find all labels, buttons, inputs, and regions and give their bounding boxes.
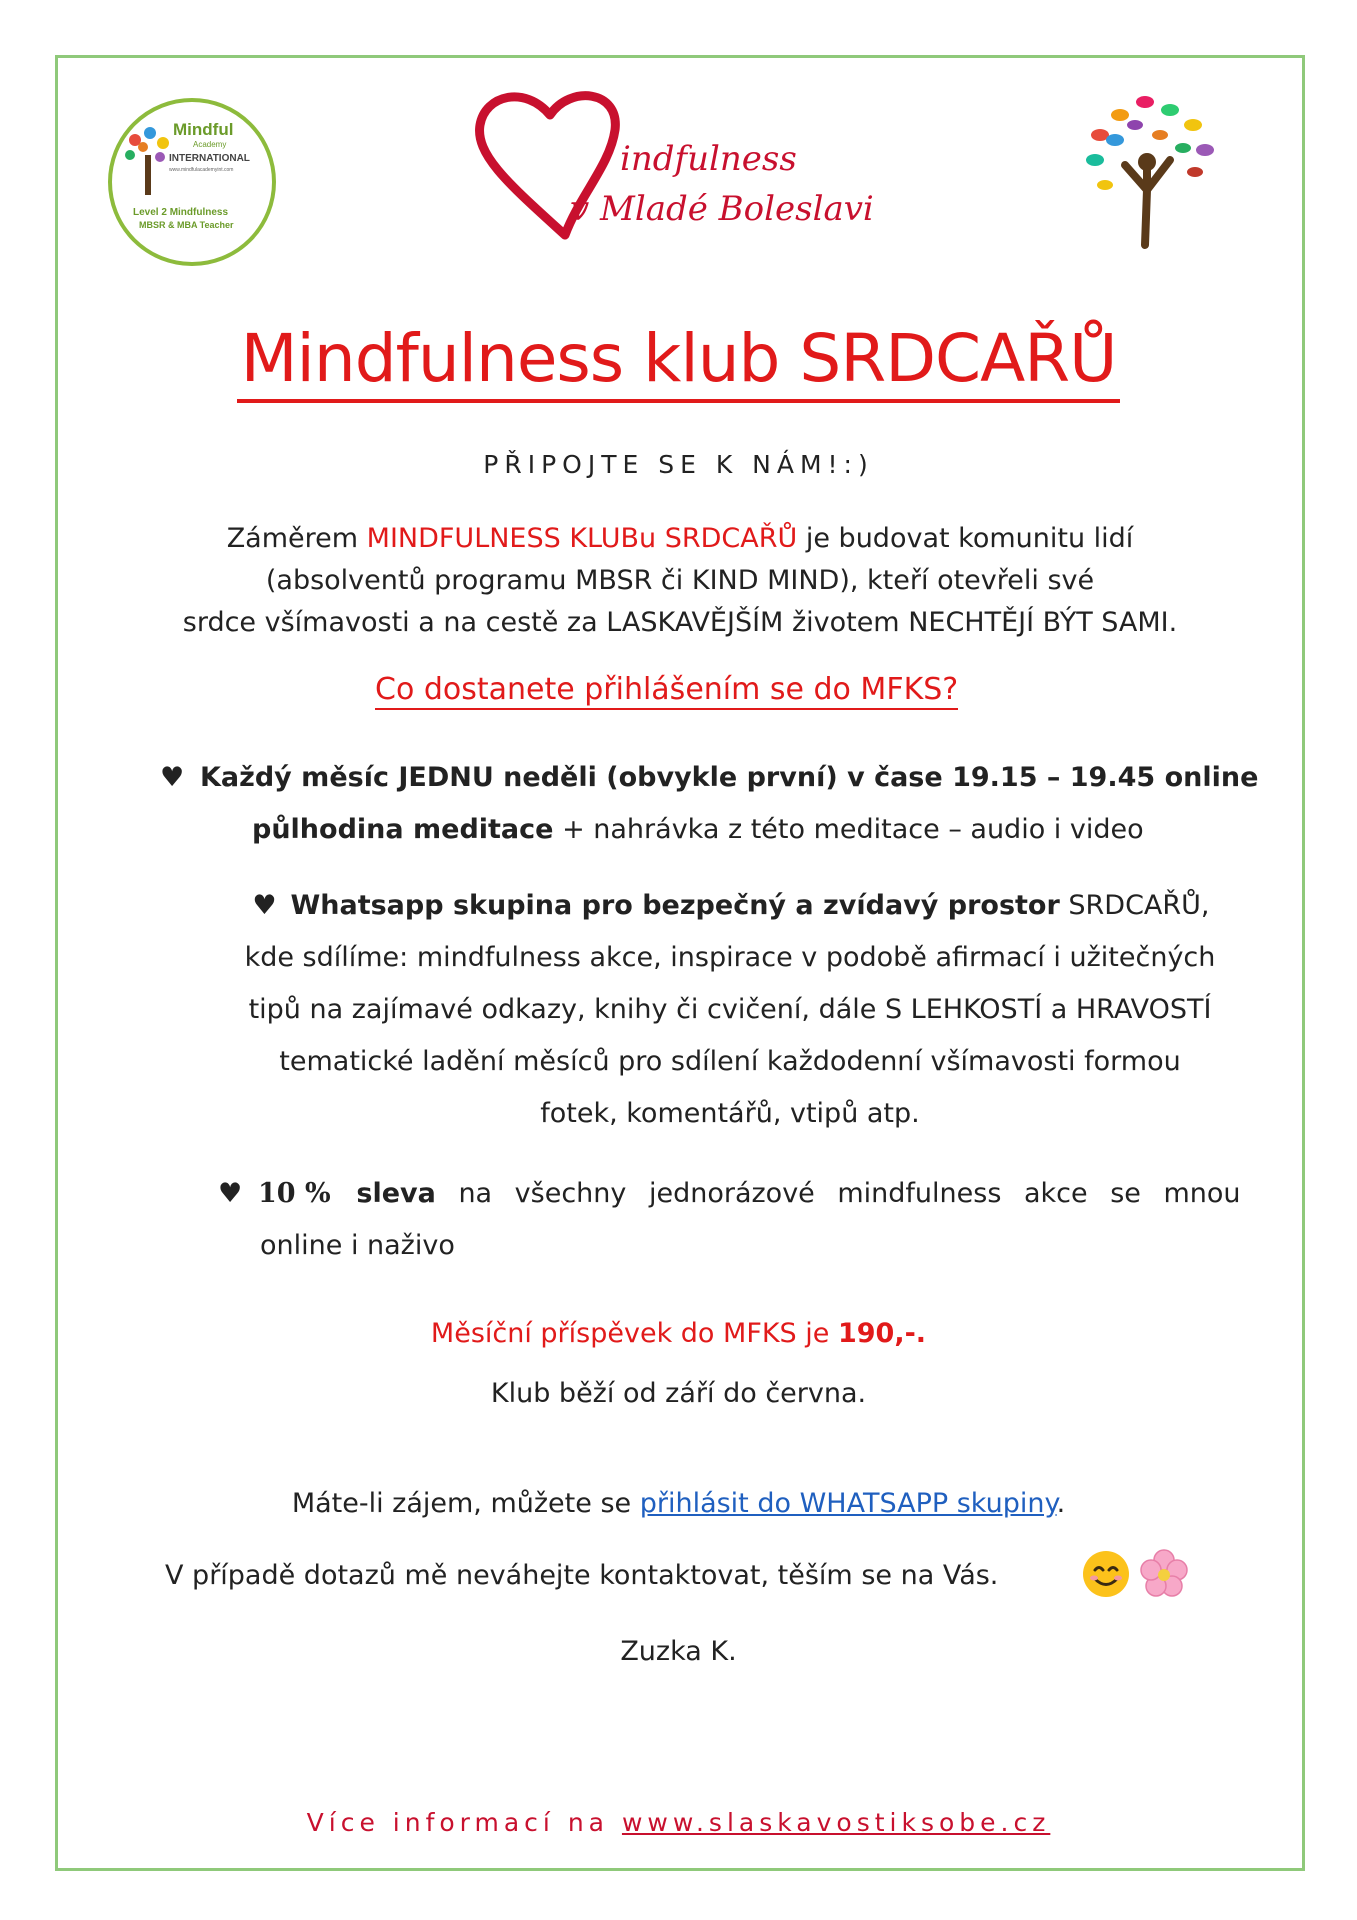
heart-bullet-icon: ♥	[218, 1178, 243, 1209]
monthly-fee	[0, 1318, 1357, 1349]
intro-club-name: MINDFULNESS KLUBu SRDCAŘŮ	[366, 523, 798, 554]
benefit-meditation-bold2: půlhodina meditace	[252, 814, 554, 845]
tree-of-life-icon	[1075, 80, 1225, 250]
benefit-whatsapp-bold: Whatsapp skupina pro bezpečný a zvídavý prostor	[290, 890, 1060, 921]
benefit-meditation-bold: Každý měsíc JEDNU neděli (obvykle první) v čase 19.15 – 19.45 online	[200, 762, 1259, 793]
benefit-whatsapp-line5: fotek, komentářů, vtipů atp.	[540, 1098, 920, 1129]
fee-amount: 190,-.	[837, 1318, 927, 1349]
intro-paragraph	[100, 518, 1260, 644]
website-link[interactable]: www.slaskavostiksobe.cz	[621, 1808, 1051, 1837]
whatsapp-signup-link[interactable]: přihlásit do WHATSAPP skupiny	[639, 1488, 1057, 1519]
discount-percent: 10 %	[258, 1178, 331, 1209]
discount-rest: na všechny jednorázové mindfulness akce se mnou	[435, 1178, 1241, 1209]
heart-bullet-icon: ♥	[252, 890, 277, 921]
contact-line: V případě dotazů mě neváhejte kontaktovat, těším se na Vás.	[165, 1560, 999, 1591]
discount-label: sleva	[356, 1178, 436, 1209]
benefit-meditation-rest: + nahrávka z této meditace – audio i video	[553, 814, 1144, 845]
benefits-question: Co dostanete přihlášením se do MFKS?	[375, 672, 958, 710]
footer-text: Více informací na	[306, 1808, 622, 1837]
join-us-heading: PŘIPOJTE SE K NÁM!:)	[483, 450, 874, 479]
interest-post: .	[1056, 1488, 1066, 1519]
mindfulness-heart-logo-icon	[470, 85, 910, 250]
badge-role: MBSR & MBA Teacher	[139, 220, 234, 230]
badge-brand: Mindful	[173, 120, 234, 139]
benefit-whatsapp-line4: tematické ladění měsíců pro sdílení každodenní všímavosti formou	[279, 1046, 1181, 1077]
benefit-whatsapp-line3: tipů na zajímavé odkazy, knihy či cvičení, dále S LEHKOSTÍ a HRAVOSTÍ	[248, 994, 1212, 1025]
footer	[0, 1808, 1357, 1837]
logo-line2: v Mladé Boleslavi	[570, 189, 874, 229]
intro-line3: srdce všímavosti a na cestě za LASKAVĚJŠÍM životem NECHTĚJÍ BÝT SAMI.	[182, 607, 1178, 638]
intro-post: je budovat komunitu lidí	[797, 523, 1134, 554]
benefit-whatsapp	[190, 880, 1270, 1140]
interest-line	[0, 1488, 1357, 1519]
signature: Zuzka K.	[620, 1636, 737, 1667]
cherry-blossom-icon	[1138, 1548, 1190, 1600]
discount-line2: online i naživo	[260, 1230, 455, 1261]
benefit-whatsapp-line2: kde sdílíme: mindfulness akce, inspirace v podobě afirmací i užitečných	[244, 942, 1216, 973]
fee-text: Měsíční příspěvek do MFKS je	[430, 1318, 838, 1349]
benefit-whatsapp-rest: SRDCAŘŮ,	[1059, 890, 1210, 921]
logo-line1: indfulness	[620, 139, 797, 179]
intro-line2: (absolventů programu MBSR či KIND MIND), kteří otevřeli své	[265, 565, 1095, 596]
badge-level: Level 2 Mindfulness	[133, 207, 229, 218]
heart-bullet-icon: ♥	[160, 762, 185, 793]
club-schedule: Klub běží od září do června.	[490, 1378, 867, 1409]
badge-sub1: Academy	[193, 140, 227, 149]
badge-sub2: INTERNATIONAL	[169, 153, 250, 164]
badge-url: www.mindfulacademyint.com	[169, 167, 234, 173]
benefit-discount	[218, 1168, 1270, 1272]
mindful-academy-badge-icon	[105, 95, 280, 270]
page-title: Mindfulness klub SRDCAŘŮ	[0, 320, 1357, 397]
benefit-meditation	[160, 752, 1270, 856]
smiling-face-icon	[1080, 1548, 1132, 1600]
intro-pre: Záměrem	[226, 523, 367, 554]
interest-pre: Máte-li zájem, můžete se	[291, 1488, 640, 1519]
